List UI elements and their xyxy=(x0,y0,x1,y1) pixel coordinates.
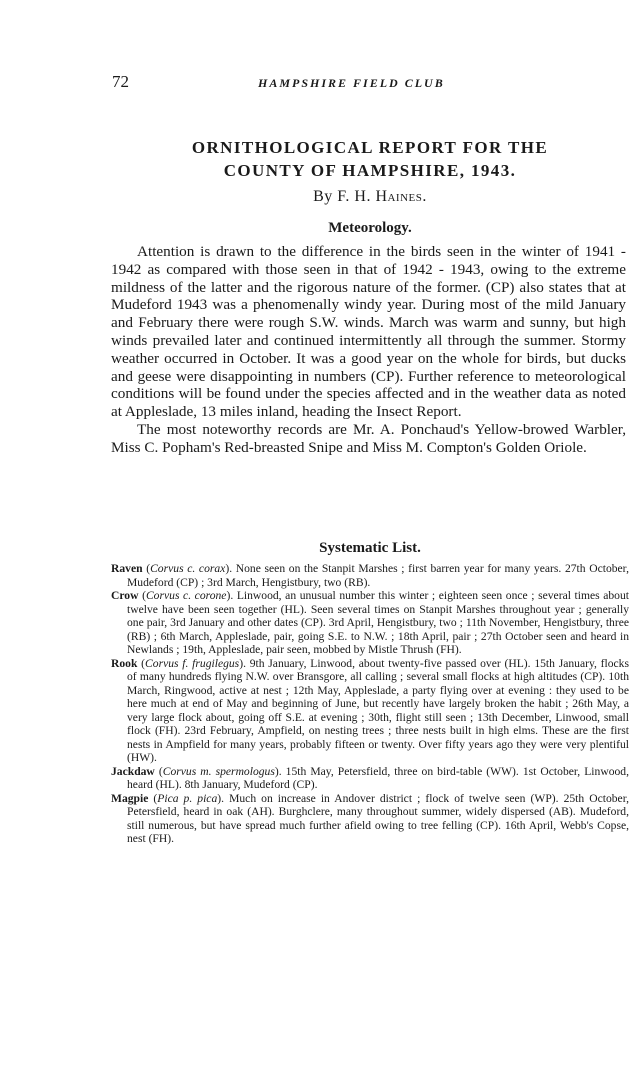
latin-name: Pica p. pica xyxy=(157,791,218,805)
entry-text: 15th May, Petersfield, three on bird-table (WW). 1st October, Linwood, heard (HL). 8th January, Mudeford (CP). xyxy=(127,764,629,791)
author-name: F. H. Haines. xyxy=(337,188,427,205)
latin-name: Corvus c. corax xyxy=(150,562,226,575)
systematic-list xyxy=(111,562,629,846)
latin-name: Corvus c. corone xyxy=(145,589,227,602)
latin-name: Corvus f. frugilegus xyxy=(145,656,240,670)
entry-text: 9th January, Linwood, about twenty-five passed over (HL). 15th January, flocks of many hundreds flying N.W. over Bransgore, all calling ; several small flocks at high altitudes (CP). 10th March, Ringwood, active at nest ; 12th May, Appleslade, a party flying over at evening : they used to be here much at end of May and beginning of June, but recently have largely broken the habit ; 26th May, a very large flock about, going off S.E. at evening ; 30th, flight still seen ; 13th December, Linwood, small flock (FH). 23rd February, Ampfield, on nesting trees ; three nests built in high elms. These are the first nests in Ampfield for many years, probably fifteen or twenty. Over fifty years ago they were very plentiful (HW). xyxy=(127,656,629,764)
bird-name: Rook xyxy=(111,656,138,670)
title-line-1: ORNITHOLOGICAL REPORT FOR THE xyxy=(191,138,549,157)
byline xyxy=(110,188,630,206)
list-item: Jackdaw (Corvus m. spermologus). 15th May, Petersfield, three on bird-table (WW). 1st October, Linwood, heard (HL). 8th January, Mudeford (CP). xyxy=(111,764,629,791)
article-title xyxy=(110,136,630,182)
entry-text: Much on increase in Andover district ; flock of twelve seen (WP). 25th October, Petersfield, heard in oak (AH). Burghclere, many throughout summer, widely dispersed (AB). Mudeford, still numerous, but have spread much further afield owing to tree felling (CP). 16th April, Webb's Copse, nest (FH). xyxy=(127,791,629,845)
bird-name: Magpie xyxy=(111,791,149,805)
latin-name: Corvus m. spermologus xyxy=(162,764,275,778)
list-item: Rook (Corvus f. frugilegus). 9th January, Linwood, about twenty-five passed over (HL). 15th January, flocks of many hundreds flying N.W. over Bransgore, all calling ; several small flocks at high altitudes (CP). 10th March, Ringwood, active at nest ; 12th May, Appleslade, a party flying over at evening : they used to be here much at end of May and beginning of June, but recently have largely broken the habit ; 26th May, a very large flock about, going off S.E. at evening ; 30th, flight still seen ; 13th December, Linwood, small flock (FH). 23rd February, Ampfield, on nesting trees ; three nests built in high elms. These are the first nests in Ampfield for many years, probably fifteen or twenty. Over fifty years ago they were very plentiful (HW). xyxy=(111,656,629,764)
systematic-list-heading: Systematic List. xyxy=(319,540,421,556)
bird-name: Crow xyxy=(111,589,139,602)
meteorology-body xyxy=(111,243,626,457)
bird-name: Raven xyxy=(111,562,143,575)
paragraph: The most noteworthy records are Mr. A. Ponchaud's Yellow-browed Warbler, Miss C. Popham's Red-breasted Snipe and Miss M. Compton's Golden Oriole. xyxy=(111,420,626,456)
meteorology-heading: Meteorology. xyxy=(328,220,412,236)
list-item: Crow (Corvus c. corone). Linwood, an unusual number this winter ; eighteen seen once ; several times about twelve have been seen together (HL). Seen several times on Stanpit Marshes throughout year ; generally one pair, 3rd January and other dates (CP). 3rd April, Hengistbury, two ; 11th November, Hengistbury, three (RB) ; 6th March, Appleslade, pair, going S.E. to N.W. ; 18th April, pair ; 27th October seen and heard in Newlands ; 19th, Appleslade, pair seen, mobbed by Mistle Thrush (FH). xyxy=(111,589,629,656)
entry-text: None seen on the Stanpit Marshes ; first barren year for many years. 27th October, Mudeford (CP) ; 3rd March, Hengistbury, two (RB). xyxy=(127,562,629,589)
list-item: Raven (Corvus c. corax). None seen on the Stanpit Marshes ; first barren year for many years. 27th October, Mudeford (CP) ; 3rd March, Hengistbury, two (RB). xyxy=(111,562,629,589)
page-number: 72 xyxy=(112,72,129,91)
list-item: Magpie (Pica p. pica). Much on increase in Andover district ; flock of twelve seen (WP). 25th October, Petersfield, heard in oak (AH). Burghclere, many throughout summer, widely dispersed (AB). Mudeford, still numerous, but have spread much further afield owing to tree felling (CP). 16th April, Webb's Copse, nest (FH). xyxy=(111,791,629,845)
bird-name: Jackdaw xyxy=(111,764,155,778)
title-line-2: COUNTY OF HAMPSHIRE, 1943. xyxy=(223,161,517,180)
entry-text: Linwood, an unusual number this winter ; eighteen seen once ; several times about twelve have been seen together (HL). Seen several times on Stanpit Marshes throughout year ; generally one pair, 3rd January and other dates (CP). 3rd April, Hengistbury, two ; 11th November, Hengistbury, three (RB) ; 6th March, Appleslade, pair, going S.E. to N.W. ; 18th April, pair ; 27th October seen and heard in Newlands ; 19th, Appleslade, pair seen, mobbed by Mistle Thrush (FH). xyxy=(127,589,629,656)
byline-prefix: By xyxy=(313,188,333,205)
running-head: HAMPSHIRE FIELD CLUB xyxy=(258,76,445,90)
paragraph: Attention is drawn to the difference in the birds seen in the winter of 1941 - 1942 as compared with those seen in that of 1942 - 1943, owing to the extreme mildness of the latter and the rigorous nature of the former. (CP) also states that at Mudeford 1943 was a phenomenally windy year. During most of the mild January and February there were rough S.W. winds. March was warm and sunny, but high winds prevailed later and continued intermittently all through the summer. Stormy weather occurred in October. It was a good year on the whole for birds, but ducks and geese were disappointing in numbers (CP). Further reference to meteorological conditions will be found under the species affected and in the weather data as noted at Appleslade, 13 miles inland, heading the Insect Report. xyxy=(111,243,626,421)
